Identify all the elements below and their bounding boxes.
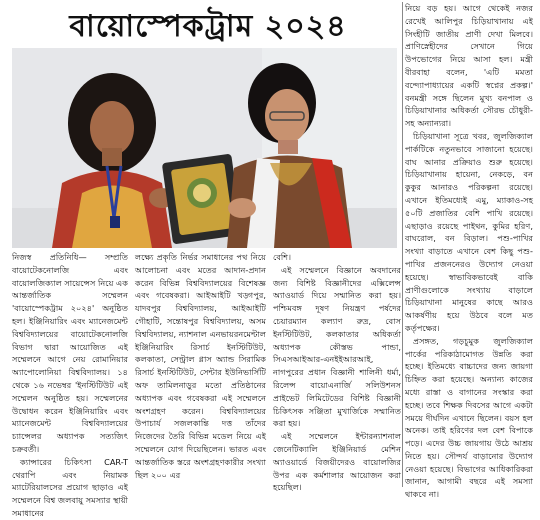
column-3-paragraph-1: বেশি। [273,252,291,262]
side-article-column [405,2,533,500]
article-column-1 [12,251,128,518]
column-3-paragraph-3: এই সম্মেলনে ইন্টারন্যাশনাল জেনেটিক্যালি ইঞ্জিনিয়ার্ড মেশিন অ্যাওয়ার্ডে বিজয়ীদেরও বায়োলজির উপর এক কর্মশালার আয়োজন করা হয়েছিল। [273,431,401,493]
column-1-paragraph-2: ক্যান্সারের চিকিৎসা CAR-T থেরাপি এবং নিয়ামক ম্যাটেরিয়ালসের প্রয়োগ ছাড়াও এই সম্মেলনে বিশ্ব জলবায়ু সমস্যার স্থায়ী সমাধানের [12,456,128,518]
side-paragraph-3: প্রসঙ্গত, গড়চুমুক জুলজিক্যাল পার্কের পরিকাঠামোগত উন্নতি করা হচ্ছে। ইতিমধ্যে বাচ্চাদের জন্য জায়গা চিহ্নিত করা হয়েছে। অন্যান্য কাজের মধ্যে রাস্তা ও বাগানের সংস্কার করা হচ্ছে। তবে শিক্ষক দিবসের আগে একটা সময়ে দীর্ঘদিন এখানে ছিলেন। বয়স হল অনেক। তাই হরিণের দল বেশ বিপাকে পড়ে। এদের উচ্চ জায়গায় উঠে আশ্রয় নিতে হয়। সৌন্দর্য বাড়ানোর উদ্যোগ নেওয়া হয়েছে। বিভাগের আধিকারিকরা জানান, আগামী বছরে এই সমস্যা থাকবে না। [405,335,533,500]
column-1-paragraph-1: নিজস্ব প্রতিনিধি— সম্প্রতি বায়োটেকনোলজি এবং বায়োলজিক্যাল সায়েন্সেস নিয়ে এক আন্তর্জাতিক সম্মেলন 'বায়োস্পেকট্রাম ২০২৪' অনুষ্ঠিত হল। ইঞ্জিনিয়ারিং এবং ম্যানেজমেন্ট বিশ্ববিদ্যালয়ের বায়োটেকনোলজি বিভাগ দ্বারা আয়োজিত এই সম্মেলনে আগে নেয় রোমানিয়ার অ্যাপোলোনিয়া বিশ্ববিদ্যালয়। ১৪ থেকে ১৬ নভেম্বর 'ইনস্টিটিউট এই সম্মেলন অনুষ্ঠিত হয়। সম্মেলনের উদ্বোধন করেন ইঞ্জিনিয়ারিং এবং ম্যানেজমেন্ট বিশ্ববিদ্যালয়ের চ্যান্সেলর অধ্যাপক সত্যজিৎ চক্রবর্তী। [12,252,128,454]
article-column-3 [273,251,401,493]
column-divider [402,2,403,487]
article-photo [12,48,397,248]
side-paragraph-2: চিড়িয়াখানা সূত্রে খবর, জুলজিক্যাল পার্কটিকে নতুনভাবে সাজানো হয়েছে। বাঘ আনার প্রক্রিয়াও শুরু হয়েছে। চিড়িয়াখানায় হায়েনা, নেকড়ে, বন কুকুর আনারও পরিকল্পনা রয়েছে। এখানে ইতিমধ্যেই এমু, ম্যাকাও-সহ ৫০টি প্রজাতির বেশি পাখি রয়েছে। এছাড়াও রয়েছে পাইথন, কুমির হরিণ, বাঘরোল, বন বিড়াল। পশু-পাখির সংখ্যা বাড়াতে এখানে বেশ কিছু পশু-পাখির প্রজননেরও উদ্যোগ নেওয়া হয়েছে। স্বাভাবিকভাবেই বাকি প্রাণীগুলোকে সংখ্যায় বাড়ালে চিড়িয়াখানা মানুষের কাছে আরও আকর্ষণীয় হয়ে উঠবে বলে মত কর্তৃপক্ষের। [405,130,533,333]
article-headline: বায়োস্পেকট্রাম ২০২৪ [69,9,347,44]
article-column-2 [135,251,266,487]
side-paragraph-1: নিয়ে বড় হয়। আগে থেকেই নজর রেখেই আলিপুর চিড়িয়াখানায় এই সিংহীটি জাতীয় প্রাণী দেখা মিলবে। প্রাণিস্নেহীদের সেখানে গিয়ে উপভোগের নিয়ে আসা হল। মন্ত্রী বীরবাহা বলেন, 'এটি মমতা বন্দ্যোপাধ্যায়ের একটি স্বপ্নের প্রকল্প।' বনমন্ত্রী সঙ্গে ছিলেন মুখ্য বনপাল ও চিড়িয়াখানার অধিকর্তা সৌরভ চৌধুরী-সহ অন্যান্যরা। [405,3,533,129]
photo-illustration [12,48,397,248]
column-2-paragraph-1: লক্ষ্যে প্রকৃতি নির্ভর সমাধানের পথ নিয়ে আলোচনা এবং মতের আদান-প্রদান করেন বিভিন্ন বিশ্ববিদ্যালয়ের বিশেষজ্ঞ এবং গবেষকরা। আইআইটি খড়্গপুর, যাদবপুর বিশ্ববিদ্যালয়, আইআইটি গৌহাটি, সন্তোষপুর বিশ্ববিদ্যালয়, অসম বিশ্ববিদ্যালয়, ন্যাশনাল এনভায়রনমেন্টাল ইঞ্জিনিয়ারিং রিসার্চ ইনস্টিটিউট, কলকাতা, সেন্ট্রাল গ্লাস অ্যান্ড সিরামিক রিসার্চ ইনস্টিটিউট, সেন্টার ইউনিভার্সিটি অফ তামিলনাড়ুর মতো প্রতিষ্ঠানের অধ্যাপক এবং গবেষকরা এই সম্মেলনে অংশগ্রহণ করেন। বিশ্ববিদ্যালয়ের উপাচার্য সজলকান্তি দত্ত তাঁদের নিজেদের তৈরি বিভিন্ন মডেল নিয়ে এই সম্মেলনে যোগ দিয়েছিলেন। ভারত এবং আন্তর্জাতিক স্তরে অংশগ্রহণকারীর সংখ্যা ছিল ২০০ এর [135,252,266,480]
column-3-paragraph-2: এই সম্মেলনে বিজ্ঞানে অবদানের জন্য বিশিষ্ট বিজ্ঞানীদের এক্সিলেন্স অ্যাওয়ার্ড দিয়ে সম্মানিত করা হয়। পশ্চিমবঙ্গ দূষণ নিয়ন্ত্রণ পর্ষদের চেয়ারম্যান কল্যাণ রুদ্র, বোস ইনস্টিটিউট, কলকাতার অধিকর্তা অধ্যাপক কৌস্তভ পান্ডা, সিএসআইআর-এনইইআরআই, নাগপুরের প্রধান বিজ্ঞানী শালিনী ধর্মা, রিলেন্স বায়োএনার্জি সলিউশনস প্রাইভেট লিমিটেডের বিশিষ্ট বিজ্ঞানী চিকিৎসক সঞ্জিতা মুখার্জিকে সম্মানিত করা হয়। [273,264,401,429]
